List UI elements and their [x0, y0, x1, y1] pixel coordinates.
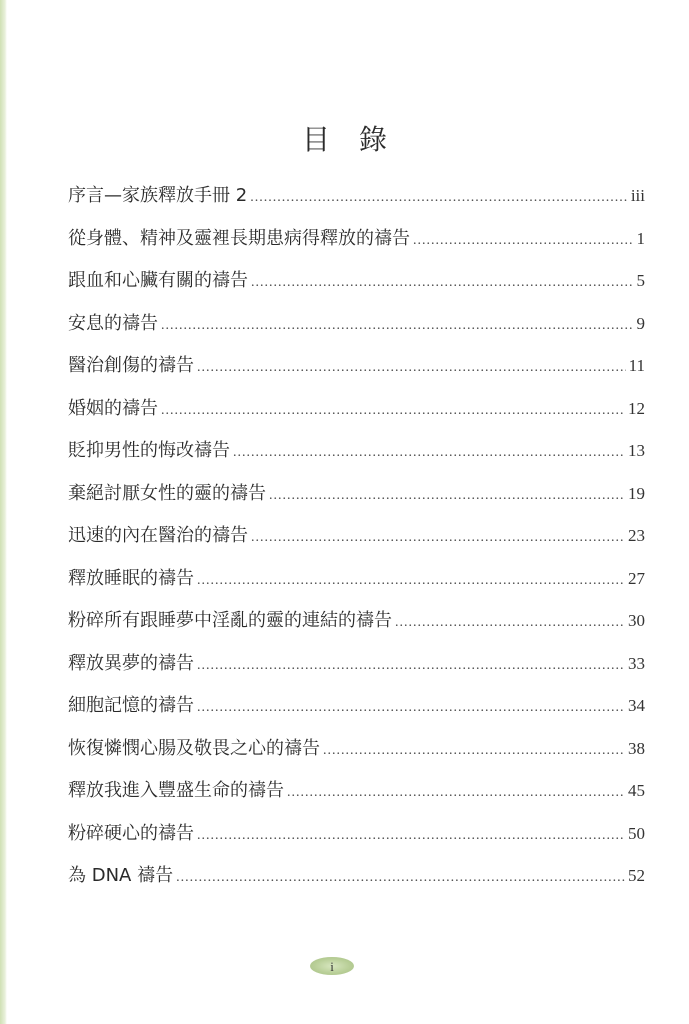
- toc-entry[interactable]: [68, 855, 645, 898]
- dot-leader: [323, 730, 625, 773]
- dot-leader: [251, 262, 634, 305]
- dot-leader: [197, 347, 626, 390]
- toc-entry-title: 釋放睡眠的禱告: [68, 567, 194, 589]
- toc-entry-page: 34: [628, 696, 645, 715]
- toc-entry[interactable]: [68, 600, 645, 643]
- toc-entry-page: 23: [628, 526, 645, 545]
- toc-entry[interactable]: [68, 728, 645, 771]
- dot-leader: [395, 602, 625, 645]
- toc-entry[interactable]: [68, 770, 645, 813]
- toc-entry[interactable]: [68, 813, 645, 856]
- toc-entry-page: 11: [628, 356, 645, 375]
- toc-entry-page: 19: [628, 483, 645, 503]
- dot-leader: [161, 390, 625, 433]
- toc-entry-title: 安息的禱告: [68, 312, 158, 334]
- toc-entry-title: 釋放異夢的禱告: [68, 652, 194, 674]
- dot-leader: [197, 687, 625, 730]
- toc-entry-title: 從身體、精神及靈裡長期患病得釋放的禱告: [68, 227, 410, 249]
- dot-leader: [269, 475, 625, 518]
- dot-leader: [251, 517, 625, 560]
- toc-entry-page: 27: [628, 568, 645, 588]
- toc-entry[interactable]: [68, 515, 645, 558]
- toc-entry-title: 貶抑男性的悔改禱告: [68, 440, 230, 461]
- toc-entry-title: 序言—家族釋放手冊 2: [68, 185, 248, 206]
- dot-leader: [197, 560, 625, 603]
- toc-entry-page: 45: [628, 781, 645, 800]
- toc-entry[interactable]: [68, 388, 645, 431]
- dot-leader: [176, 857, 625, 900]
- toc-entry-title: 恢復憐憫心腸及敬畏之心的禱告: [68, 737, 320, 759]
- toc-entry[interactable]: [68, 218, 645, 261]
- toc-entry[interactable]: [68, 345, 645, 388]
- toc-entry[interactable]: [68, 558, 645, 601]
- toc-entry[interactable]: [68, 175, 645, 218]
- dot-leader: [233, 432, 625, 475]
- page-number-badge: [310, 957, 354, 975]
- toc-entry-page: 9: [636, 313, 645, 333]
- dot-leader: [413, 220, 634, 263]
- table-of-contents: [68, 175, 645, 898]
- toc-entry-title: 粉碎硬心的禱告: [68, 822, 194, 844]
- toc-entry-page: 5: [636, 271, 645, 290]
- toc-entry-title: 跟血和心臟有關的禱告: [68, 270, 248, 291]
- page-title: 目 錄: [302, 123, 397, 156]
- toc-entry-title: 棄絕討厭女性的靈的禱告: [68, 482, 266, 504]
- toc-entry-title: 為 DNA 禱告: [68, 865, 174, 886]
- toc-entry-page: 30: [628, 611, 645, 630]
- toc-entry-page: 33: [628, 653, 645, 673]
- dot-leader: [287, 772, 625, 815]
- toc-entry-page: 50: [628, 823, 645, 843]
- toc-entry[interactable]: [68, 643, 645, 686]
- toc-entry-title: 釋放我進入豐盛生命的禱告: [68, 780, 284, 801]
- dot-leader: [250, 177, 628, 220]
- dot-leader: [197, 645, 625, 688]
- toc-entry-page: 12: [628, 398, 645, 418]
- dot-leader: [197, 815, 625, 858]
- toc-entry-title: 醫治創傷的禱告: [68, 355, 194, 376]
- toc-entry[interactable]: [68, 303, 645, 346]
- toc-entry[interactable]: [68, 260, 645, 303]
- toc-entry-page: 1: [636, 228, 645, 248]
- toc-entry-page: 38: [628, 738, 645, 758]
- dot-leader: [161, 305, 634, 348]
- toc-entry-page: 52: [628, 866, 645, 885]
- toc-entry[interactable]: [68, 473, 645, 516]
- toc-entry[interactable]: [68, 430, 645, 473]
- toc-entry-page: 13: [628, 441, 645, 460]
- toc-entry-title: 迅速的內在醫治的禱告: [68, 525, 248, 546]
- toc-entry-page: iii: [630, 186, 645, 205]
- toc-entry[interactable]: [68, 685, 645, 728]
- toc-entry-title: 婚姻的禱告: [68, 397, 158, 419]
- toc-entry-title: 細胞記憶的禱告: [68, 695, 194, 716]
- toc-entry-title: 粉碎所有跟睡夢中淫亂的靈的連結的禱告: [68, 610, 392, 631]
- page-number: i: [330, 959, 334, 974]
